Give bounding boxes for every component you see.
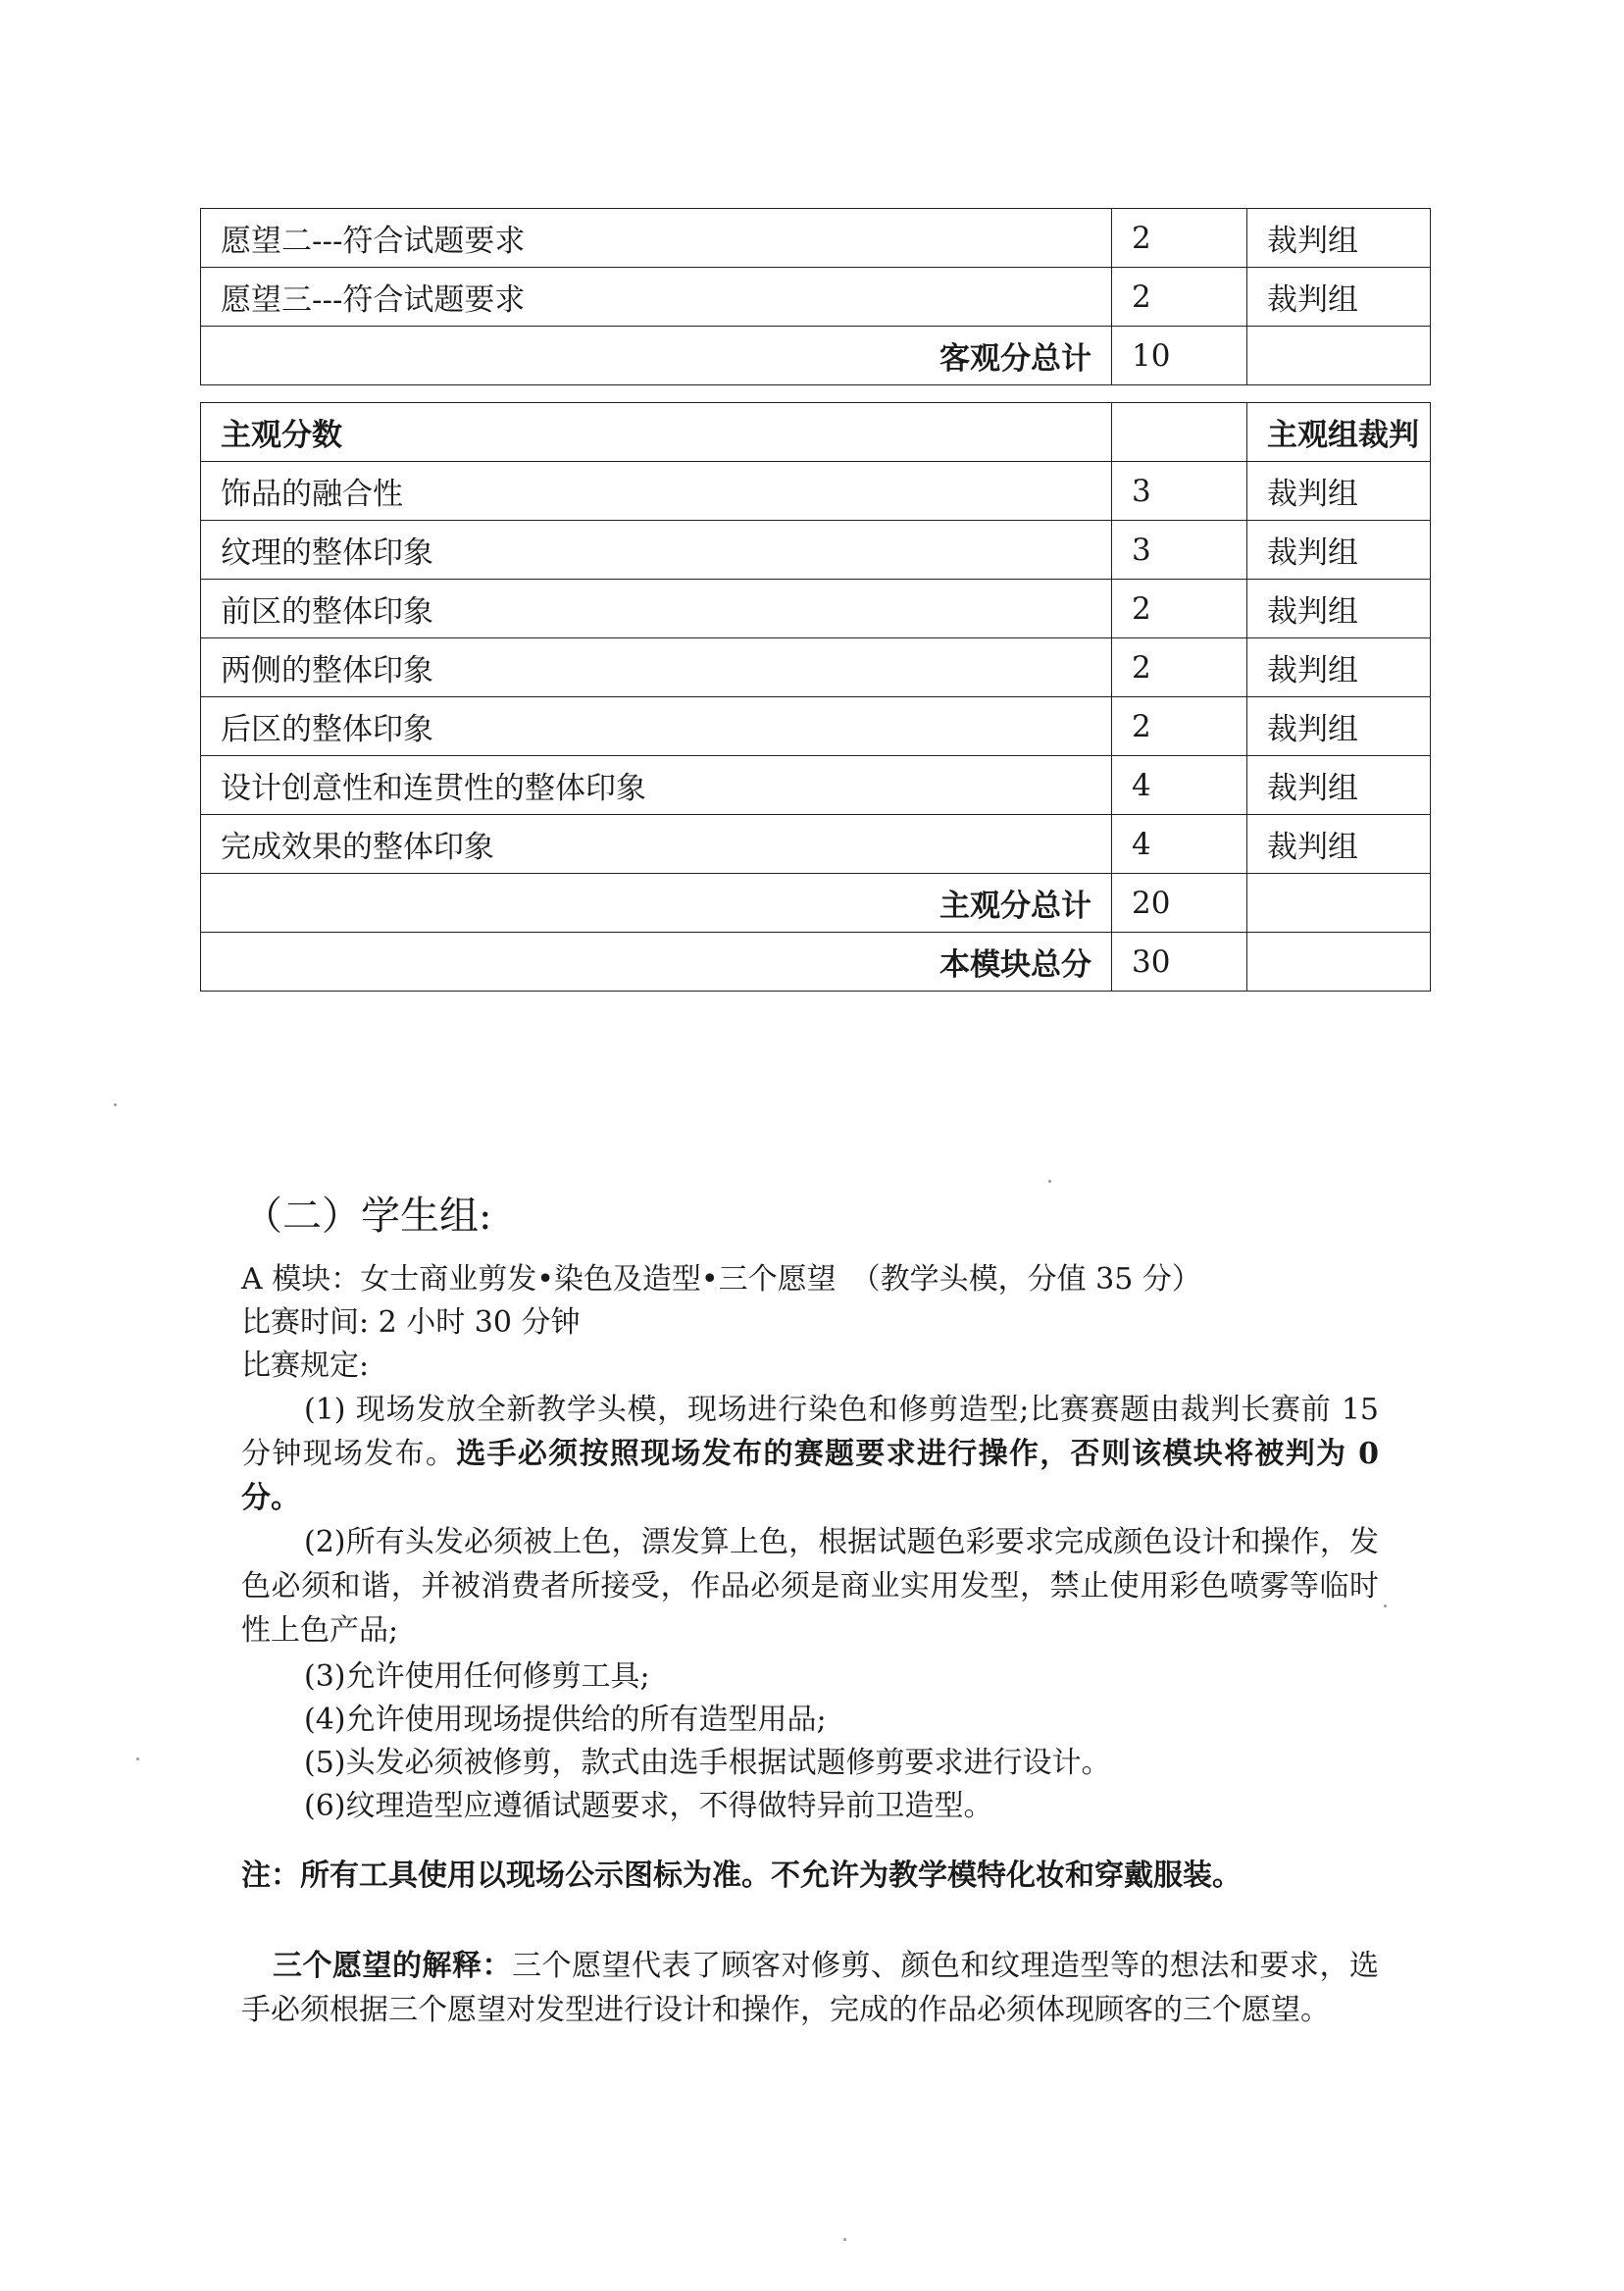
subjective-header-row [201, 403, 1431, 462]
table-row [201, 521, 1431, 580]
three-wishes-explanation [241, 1944, 1379, 2032]
table-row [201, 580, 1431, 638]
table-row [201, 815, 1431, 874]
table-row [201, 209, 1431, 268]
subjective-header-label: 主观分数 [201, 403, 1112, 462]
scan-speck [1048, 1180, 1051, 1183]
rule-1 [241, 1388, 1379, 1520]
table-row [201, 756, 1431, 815]
table-row [201, 268, 1431, 327]
table-row [201, 462, 1431, 521]
criterion-label: 两侧的整体印象 [201, 638, 1112, 697]
module-total-row [201, 933, 1431, 992]
objective-total-score: 10 [1112, 327, 1247, 385]
section-title: （二）学生组: [243, 1194, 492, 1239]
criterion-score: 2 [1112, 638, 1247, 697]
criterion-judge: 裁判组 [1247, 815, 1431, 874]
rule-4: (4)允许使用现场提供给的所有造型用品; [304, 1703, 827, 1737]
criterion-score: 2 [1112, 580, 1247, 638]
scan-speck [114, 1103, 117, 1106]
criterion-score: 3 [1112, 521, 1247, 580]
objective-score-table [200, 208, 1431, 385]
table-row [201, 697, 1431, 756]
criterion-judge: 裁判组 [1247, 268, 1431, 327]
rule-1-emphasis: 选手必须按照现场发布的赛题要求进行操作，否则该模块将被判为 0 分。 [241, 1437, 1379, 1515]
objective-total-label: 客观分总计 [201, 327, 1112, 385]
empty-cell [1112, 403, 1247, 462]
empty-cell [1247, 933, 1431, 992]
criterion-label: 完成效果的整体印象 [201, 815, 1112, 874]
subjective-total-score: 20 [1112, 874, 1247, 933]
module-total-label: 本模块总分 [201, 933, 1112, 992]
criterion-judge: 裁判组 [1247, 697, 1431, 756]
rule-2: (2)所有头发必须被上色，漂发算上色，根据试题色彩要求完成颜色设计和操作，发色必须和谐，并被消费者所接受，作品必须是商业实用发型，禁止使用彩色喷雾等临时性上色产品; [241, 1525, 1379, 1648]
rule-3: (3)允许使用任何修剪工具; [304, 1659, 650, 1694]
scan-speck [843, 2238, 846, 2241]
note: 注：所有工具使用以现场公示图标为准。不允许为教学模特化妆和穿戴服装。 [241, 1858, 1242, 1893]
criterion-label: 愿望二---符合试题要求 [201, 209, 1112, 268]
rule-1-text: (1) 现场发放全新教学头模，现场进行染色和修剪造型;比赛赛题由裁判长赛前 15 分钟现场发布。 [241, 1393, 1379, 1471]
subjective-total-label: 主观分总计 [201, 874, 1112, 933]
criterion-label: 后区的整体印象 [201, 697, 1112, 756]
criterion-judge: 裁判组 [1247, 209, 1431, 268]
criterion-score: 2 [1112, 209, 1247, 268]
criterion-score: 4 [1112, 815, 1247, 874]
criterion-score: 2 [1112, 268, 1247, 327]
empty-cell [1247, 327, 1431, 385]
module-total-score: 30 [1112, 933, 1247, 992]
criterion-judge: 裁判组 [1247, 521, 1431, 580]
scan-speck [136, 1757, 139, 1760]
subjective-header-judge: 主观组裁判 [1247, 403, 1431, 462]
subjective-score-table [200, 402, 1431, 992]
rule-6: (6)纹理造型应遵循试题要求，不得做特异前卫造型。 [304, 1789, 993, 1823]
explanation-text: 三个愿望代表了顾客对修剪、颜色和纹理造型等的想法和要求，选手必须根据三个愿望对发型进行设计和操作，完成的作品必须体现顾客的三个愿望。 [241, 1949, 1379, 2027]
rule-5: (5)头发必须被修剪，款式由选手根据试题修剪要求进行设计。 [304, 1746, 1111, 1780]
criterion-judge: 裁判组 [1247, 756, 1431, 815]
competition-time: 比赛时间: 2 小时 30 分钟 [241, 1305, 581, 1340]
scan-speck [1384, 1604, 1387, 1607]
criterion-score: 2 [1112, 697, 1247, 756]
criterion-score: 3 [1112, 462, 1247, 521]
criterion-score: 4 [1112, 756, 1247, 815]
rules-heading: 比赛规定: [241, 1349, 370, 1383]
explanation-heading: 三个愿望的解释： [273, 1949, 512, 1983]
criterion-label: 愿望三---符合试题要求 [201, 268, 1112, 327]
empty-cell [1247, 874, 1431, 933]
criterion-label: 设计创意性和连贯性的整体印象 [201, 756, 1112, 815]
table-row [201, 638, 1431, 697]
criterion-judge: 裁判组 [1247, 462, 1431, 521]
criterion-label: 纹理的整体印象 [201, 521, 1112, 580]
criterion-label: 饰品的融合性 [201, 462, 1112, 521]
criterion-judge: 裁判组 [1247, 580, 1431, 638]
subjective-total-row [201, 874, 1431, 933]
criterion-label: 前区的整体印象 [201, 580, 1112, 638]
criterion-judge: 裁判组 [1247, 638, 1431, 697]
module-heading: A 模块：女士商业剪发•染色及造型•三个愿望 （教学头模，分值 35 分） [241, 1262, 1201, 1297]
objective-total-row [201, 327, 1431, 385]
